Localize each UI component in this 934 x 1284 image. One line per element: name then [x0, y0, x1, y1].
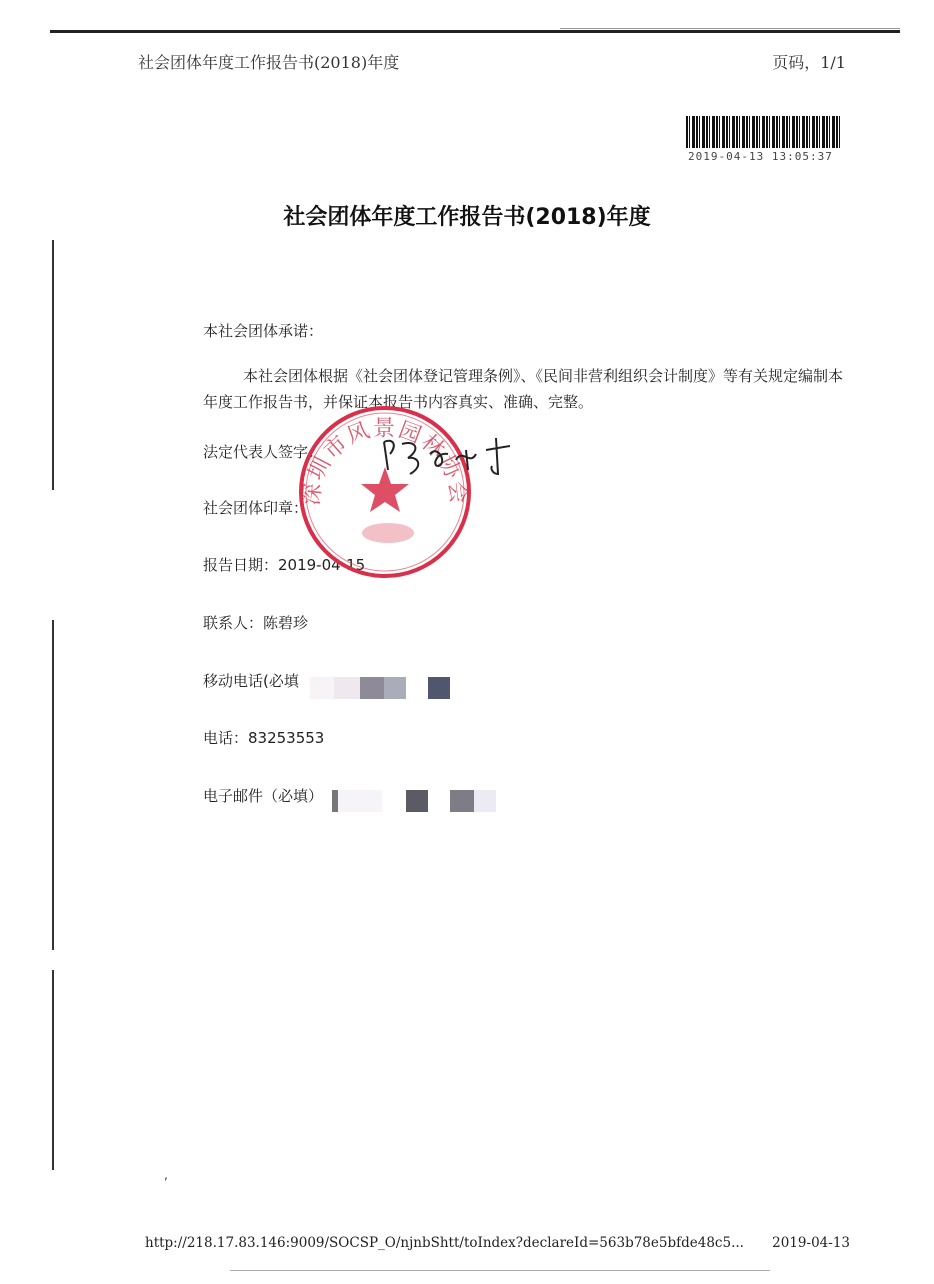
redacted-mobile-block [360, 677, 384, 699]
document-title: 社会团体年度工作报告书(2018)年度 [283, 205, 651, 230]
redacted-mobile-block [428, 677, 450, 699]
redacted-email-block [338, 790, 382, 812]
redacted-mobile-block [334, 677, 360, 699]
top-rule [50, 30, 900, 33]
report-date: 报告日期：2019-04-15 [203, 556, 366, 574]
footer-date: 2019-04-13 [772, 1235, 850, 1251]
contact-person: 联系人：陈碧珍 [203, 614, 309, 632]
print-header-title: 社会团体年度工作报告书(2018)年度 [138, 53, 400, 72]
seal-label: 社会团体印章： [203, 499, 309, 517]
seal-smudge [362, 523, 414, 543]
scan-edge-mark [52, 970, 54, 1170]
barcode-timestamp: 2019-04-13 13:05:37 [688, 150, 833, 163]
footer-url: http://218.17.83.146:9009/SOCSP_O/njnbShtt/toIndex?declareId=563b78e5bfde48c5... [145, 1235, 744, 1251]
scan-speck: , [164, 1168, 168, 1182]
redacted-mobile-block [310, 677, 334, 699]
mobile-phone-label: 移动电话(必填 [203, 672, 299, 690]
scan-edge-mark [52, 620, 54, 950]
barcode [686, 116, 842, 148]
bottom-rule [230, 1270, 770, 1271]
top-rule-thin [560, 28, 900, 29]
legal-rep-signature-label: 法定代表人签字： [203, 443, 324, 461]
email-label: 电子邮件（必填） [203, 787, 324, 805]
handwritten-signature [378, 430, 518, 480]
redacted-email-block [406, 790, 428, 812]
redacted-email-block [450, 790, 474, 812]
seal-text-path: 深圳市风景园林协会 [299, 416, 471, 507]
telephone: 电话：83253553 [203, 729, 325, 747]
page-number: 页码，1/1 [772, 53, 846, 72]
commitment-text: 本社会团体根据《社会团体登记管理条例》、《民间非营利组织会计制度》等有关规定编制本年度工作报告书，并保证本报告书内容真实、准确、完整。 [203, 367, 844, 411]
commitment-heading: 本社会团体承诺： [203, 322, 324, 340]
redacted-mobile-block [384, 677, 406, 699]
redacted-email-block [474, 790, 496, 812]
scan-edge-mark [52, 240, 54, 490]
